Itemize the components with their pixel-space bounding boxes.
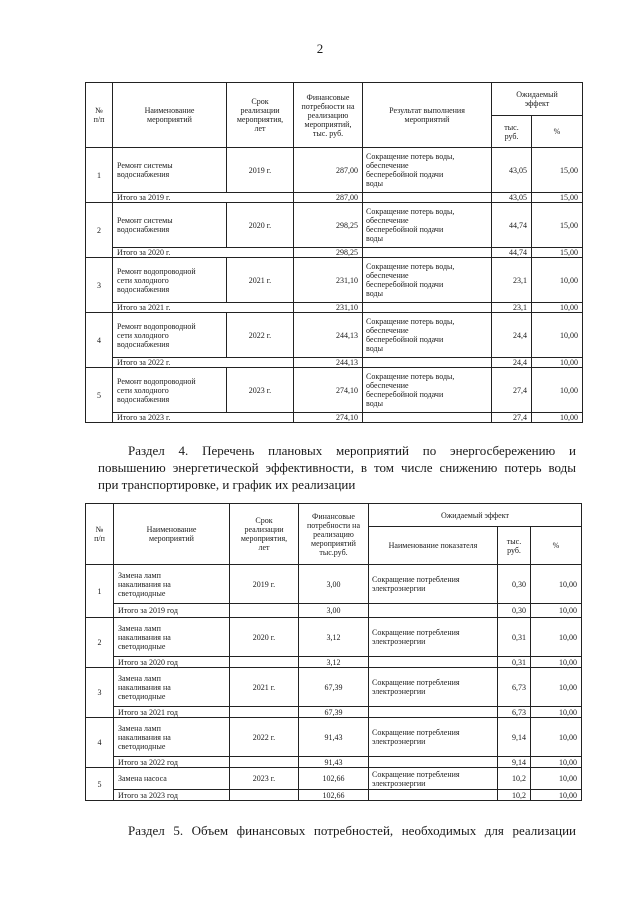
section-4-heading [98, 442, 576, 493]
total-label: Итого за 2021 год [114, 707, 230, 718]
table-row [86, 148, 583, 193]
total-pct: 10,00 [531, 657, 582, 668]
term-year: 2020 г. [227, 203, 294, 248]
total-rub: 23,1 [492, 303, 532, 313]
effect-rub: 24,4 [492, 313, 532, 358]
header-effect: Ожидаемый эффект [492, 83, 583, 116]
total-finance: 244,13 [294, 358, 363, 368]
water-measures-table [85, 82, 583, 423]
indicator-text: Сокращение потребления электроэнергии [369, 668, 498, 707]
table-row [86, 258, 583, 303]
total-rub: 43,05 [492, 193, 532, 203]
measure-name: Замена ламп накаливания на светодиодные [114, 718, 230, 757]
term-year: 2020 г. [230, 618, 299, 657]
header-num: № п/п [86, 504, 114, 565]
row-number: 1 [86, 565, 114, 618]
total-label: Итого за 2019 г. [113, 193, 294, 203]
header-effect-pct: % [531, 527, 582, 565]
result-text: Сокращение потерь воды, обеспечение бесперебойной подачи воды [363, 258, 492, 303]
total-finance: 3,00 [299, 604, 369, 618]
section-4-line-2: повышению энергетической эффективности, в том числе снижению потерь воды [98, 460, 576, 475]
table-row [86, 618, 582, 657]
table-row [86, 368, 583, 413]
total-finance: 231,10 [294, 303, 363, 313]
effect-rub: 27,4 [492, 368, 532, 413]
total-row [86, 604, 582, 618]
effect-pct: 10,00 [531, 718, 582, 757]
term-year: 2023 г. [227, 368, 294, 413]
effect-rub: 43,05 [492, 148, 532, 193]
finance-value: 91,43 [299, 718, 369, 757]
effect-rub: 44,74 [492, 203, 532, 248]
total-empty [230, 657, 299, 668]
result-text: Сокращение потерь воды, обеспечение бесперебойной подачи воды [363, 148, 492, 193]
finance-value: 298,25 [294, 203, 363, 248]
total-label: Итого за 2019 год [114, 604, 230, 618]
effect-pct: 15,00 [532, 148, 583, 193]
total-empty [363, 358, 492, 368]
indicator-text: Сокращение потребления электроэнергии [369, 618, 498, 657]
total-row [86, 657, 582, 668]
total-rub: 27,4 [492, 413, 532, 423]
row-number: 2 [86, 203, 113, 258]
header-term: Срок реализации мероприятия, лет [230, 504, 299, 565]
total-pct: 10,00 [531, 757, 582, 768]
header-effect-rub: тыс. руб. [498, 527, 531, 565]
total-pct: 10,00 [531, 707, 582, 718]
effect-pct: 10,00 [531, 618, 582, 657]
section-4-line-1: Раздел 4. Перечень плановых мероприятий по энергосбережению и [128, 443, 576, 458]
total-rub: 24,4 [492, 358, 532, 368]
total-row [86, 358, 583, 368]
total-finance: 91,43 [299, 757, 369, 768]
table-row [86, 565, 582, 604]
measure-name: Ремонт водопроводной сети холодного водоснабжения [113, 368, 227, 413]
total-empty [369, 657, 498, 668]
effect-pct: 15,00 [532, 203, 583, 248]
indicator-text: Сокращение потребления электроэнергии [369, 768, 498, 790]
total-row [86, 757, 582, 768]
result-text: Сокращение потерь воды, обеспечение бесперебойной подачи воды [363, 203, 492, 248]
total-pct: 15,00 [532, 248, 583, 258]
header-term: Срок реализации мероприятия, лет [227, 83, 294, 148]
effect-pct: 10,00 [531, 668, 582, 707]
effect-rub: 23,1 [492, 258, 532, 303]
header-effect: Ожидаемый эффект [369, 504, 582, 527]
total-row [86, 413, 583, 423]
total-pct: 10,00 [532, 413, 583, 423]
total-empty [369, 604, 498, 618]
total-row [86, 707, 582, 718]
row-number: 3 [86, 258, 113, 313]
total-empty [363, 413, 492, 423]
section-5-line: Раздел 5. Объем финансовых потребностей, необходимых для реализации [128, 823, 576, 838]
header-effect-rub: тыс. руб. [492, 116, 532, 148]
term-year: 2021 г. [227, 258, 294, 303]
header-name: Наименование мероприятий [114, 504, 230, 565]
section-4-line-3: при транспортировке, и график их реализации [98, 477, 356, 492]
total-label: Итого за 2020 г. [113, 248, 294, 258]
result-text: Сокращение потерь воды, обеспечение бесперебойной подачи воды [363, 368, 492, 413]
indicator-text: Сокращение потребления электроэнергии [369, 565, 498, 604]
page-number: 2 [316, 41, 324, 56]
effect-rub: 0,30 [498, 565, 531, 604]
row-number: 5 [86, 768, 114, 801]
total-empty [230, 707, 299, 718]
finance-value: 274,10 [294, 368, 363, 413]
total-label: Итого за 2023 год [114, 790, 230, 801]
total-empty [369, 790, 498, 801]
header-result: Результат выполнения мероприятий [363, 83, 492, 148]
term-year: 2019 г. [230, 565, 299, 604]
finance-value: 3,12 [299, 618, 369, 657]
total-pct: 10,00 [532, 303, 583, 313]
total-row [86, 193, 583, 203]
table-row [86, 203, 583, 248]
total-label: Итого за 2020 год [114, 657, 230, 668]
term-year: 2021 г. [230, 668, 299, 707]
total-finance: 298,25 [294, 248, 363, 258]
result-text: Сокращение потерь воды, обеспечение бесперебойной подачи воды [363, 313, 492, 358]
section-5-heading [98, 822, 576, 839]
total-finance: 67,39 [299, 707, 369, 718]
header-name: Наименование мероприятий [113, 83, 227, 148]
total-label: Итого за 2021 г. [113, 303, 294, 313]
measure-name: Ремонт водопроводной сети холодного водоснабжения [113, 258, 227, 303]
energy-measures-table [85, 503, 582, 801]
effect-pct: 10,00 [531, 565, 582, 604]
measure-name: Ремонт водопроводной сети холодного водоснабжения [113, 313, 227, 358]
row-number: 2 [86, 618, 114, 668]
total-rub: 9,14 [498, 757, 531, 768]
measure-name: Замена ламп накаливания на светодиодные [114, 618, 230, 657]
total-empty [363, 248, 492, 258]
total-rub: 6,73 [498, 707, 531, 718]
table-row [86, 718, 582, 757]
finance-value: 287,00 [294, 148, 363, 193]
finance-value: 3,00 [299, 565, 369, 604]
effect-rub: 6,73 [498, 668, 531, 707]
total-label: Итого за 2022 год [114, 757, 230, 768]
header-effect-pct: % [532, 116, 583, 148]
total-empty [230, 604, 299, 618]
measure-name: Замена ламп накаливания на светодиодные [114, 565, 230, 604]
total-pct: 10,00 [532, 358, 583, 368]
total-label: Итого за 2023 г. [113, 413, 294, 423]
term-year: 2022 г. [227, 313, 294, 358]
row-number: 4 [86, 313, 113, 368]
term-year: 2022 г. [230, 718, 299, 757]
row-number: 5 [86, 368, 113, 423]
header-indicator: Наименование показателя [369, 527, 498, 565]
table-row [86, 313, 583, 358]
header-finance: Финансовые потребности на реализацию мероприятий тыс.руб. [299, 504, 369, 565]
total-row [86, 248, 583, 258]
row-number: 4 [86, 718, 114, 768]
total-row [86, 303, 583, 313]
row-number: 3 [86, 668, 114, 718]
term-year: 2019 г. [227, 148, 294, 193]
table-row [86, 668, 582, 707]
term-year: 2023 г. [230, 768, 299, 790]
total-empty [369, 707, 498, 718]
effect-pct: 10,00 [532, 313, 583, 358]
total-finance: 274,10 [294, 413, 363, 423]
total-rub: 44,74 [492, 248, 532, 258]
effect-pct: 10,00 [531, 768, 582, 790]
effect-rub: 9,14 [498, 718, 531, 757]
measure-name: Ремонт системы водоснабжения [113, 203, 227, 248]
total-empty [363, 193, 492, 203]
table-row [86, 768, 582, 790]
header-finance: Финансовые потребности на реализацию мероприятий, тыс. руб. [294, 83, 363, 148]
measure-name: Замена насоса [114, 768, 230, 790]
total-empty [230, 757, 299, 768]
indicator-text: Сокращение потребления электроэнергии [369, 718, 498, 757]
header-num: № п/п [86, 83, 113, 148]
total-pct: 10,00 [531, 604, 582, 618]
total-finance: 102,66 [299, 790, 369, 801]
effect-rub: 10,2 [498, 768, 531, 790]
total-empty [369, 757, 498, 768]
total-finance: 3,12 [299, 657, 369, 668]
finance-value: 244,13 [294, 313, 363, 358]
effect-pct: 10,00 [532, 368, 583, 413]
finance-value: 102,66 [299, 768, 369, 790]
total-empty [363, 303, 492, 313]
total-finance: 287,00 [294, 193, 363, 203]
total-rub: 10,2 [498, 790, 531, 801]
effect-pct: 10,00 [532, 258, 583, 303]
row-number: 1 [86, 148, 113, 203]
measure-name: Замена ламп накаливания на светодиодные [114, 668, 230, 707]
measure-name: Ремонт системы водоснабжения [113, 148, 227, 193]
total-rub: 0,30 [498, 604, 531, 618]
effect-rub: 0,31 [498, 618, 531, 657]
finance-value: 67,39 [299, 668, 369, 707]
total-pct: 10,00 [531, 790, 582, 801]
total-row [86, 790, 582, 801]
total-pct: 15,00 [532, 193, 583, 203]
total-rub: 0,31 [498, 657, 531, 668]
total-empty [230, 790, 299, 801]
total-label: Итого за 2022 г. [113, 358, 294, 368]
finance-value: 231,10 [294, 258, 363, 303]
